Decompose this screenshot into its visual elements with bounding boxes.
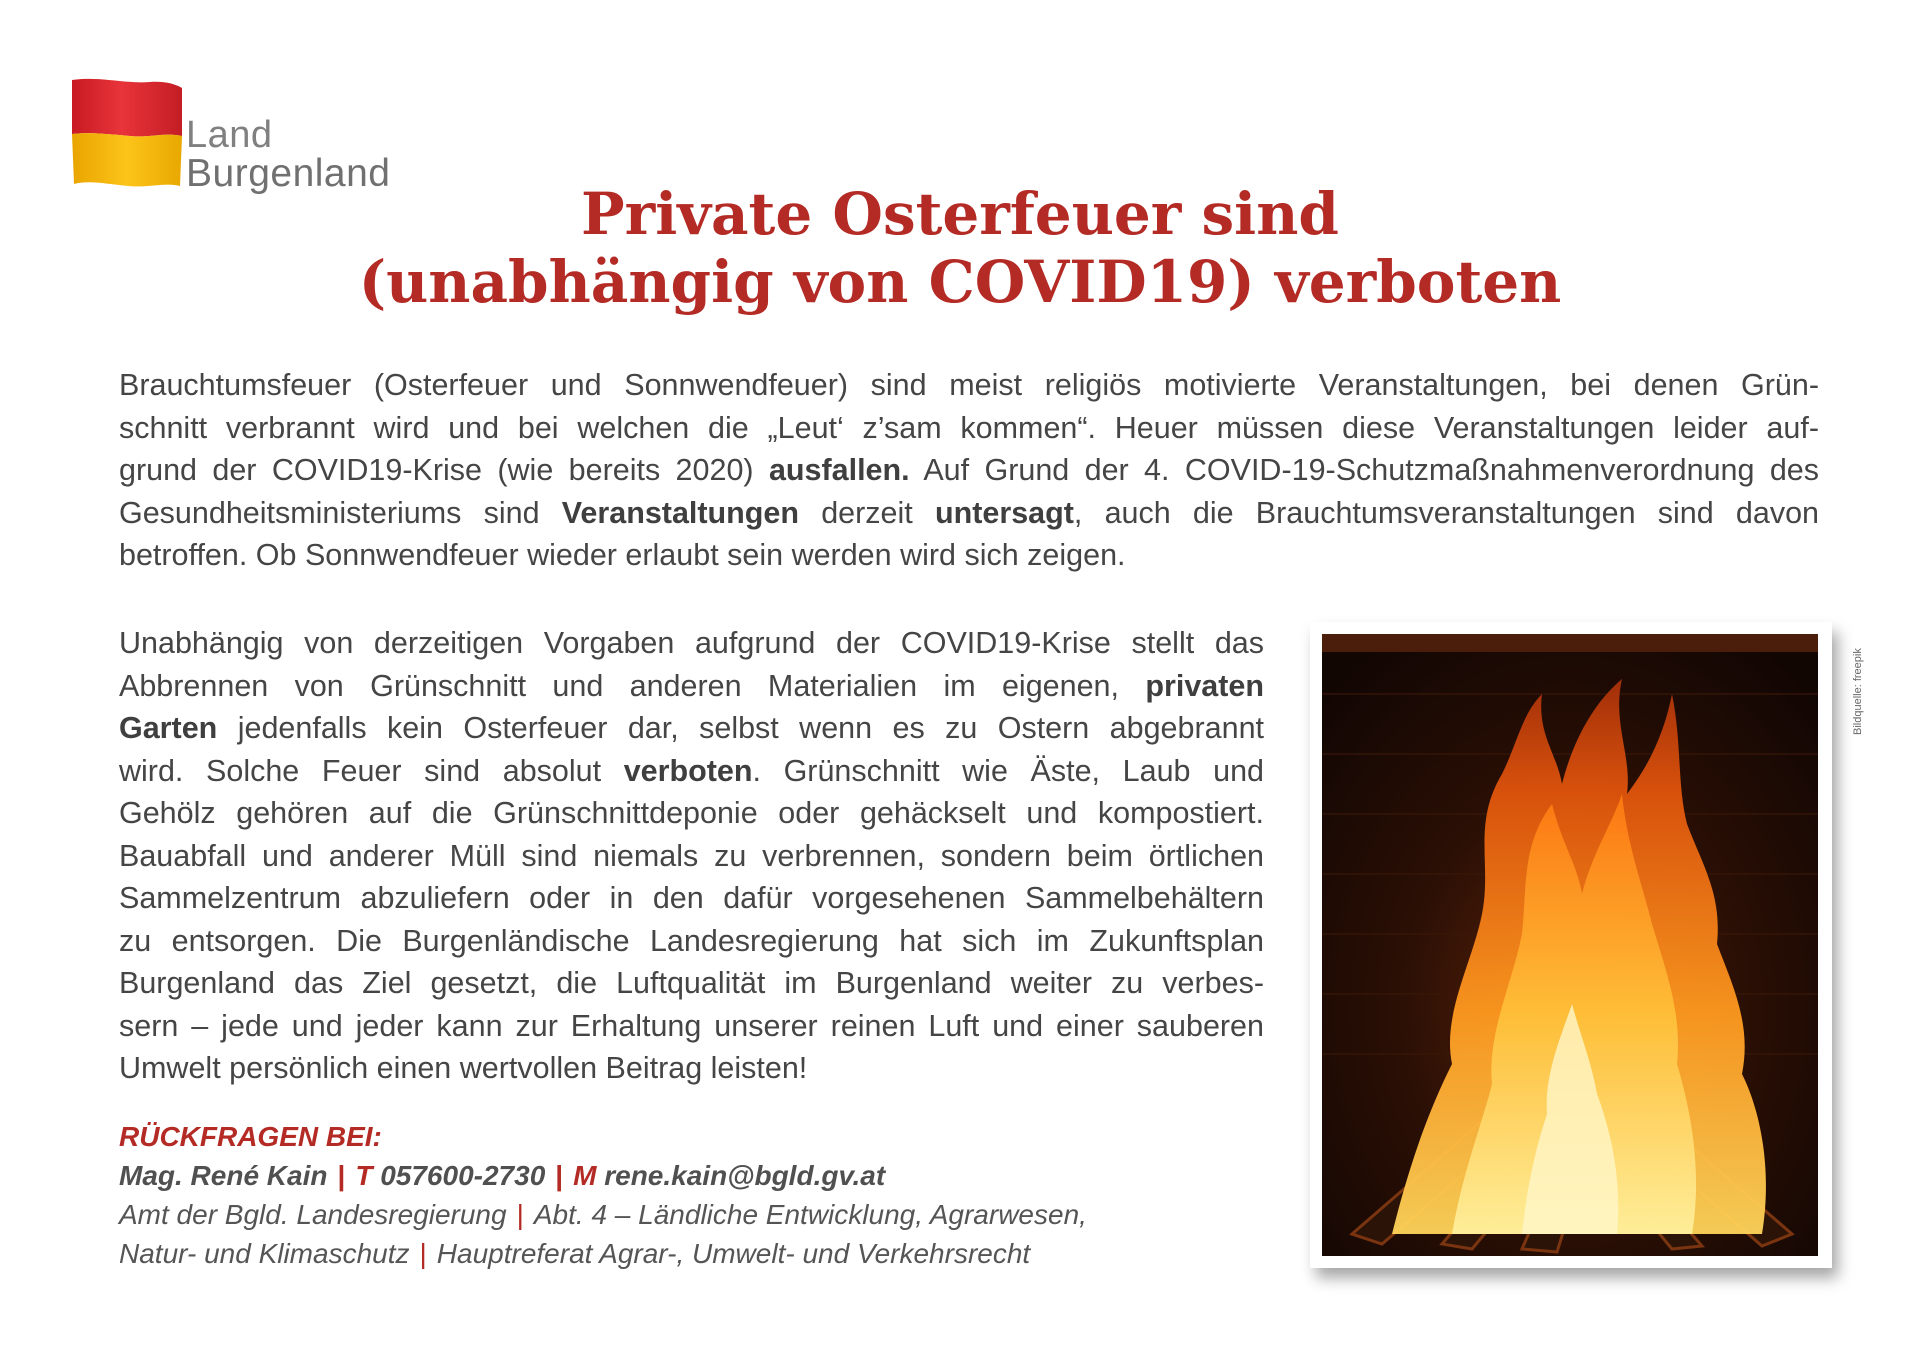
contact-block — [119, 1117, 1087, 1273]
text-span: . Grünschnitt wie Äste, Laub und — [752, 753, 1264, 788]
intro-line — [119, 449, 1819, 492]
text-span: grund der COVID19-Krise (wie bereits 2020) — [119, 453, 769, 487]
text-span: derzeit — [799, 495, 935, 530]
main-line — [119, 707, 1264, 750]
page-title — [0, 180, 1920, 316]
separator: | — [555, 1160, 564, 1191]
contact-org-line-2 — [119, 1234, 1087, 1273]
main-line: Bauabfall und anderer Müll sind niemals zu verbrennen, sondern beim örtlichen — [119, 838, 1264, 873]
org-department: Abt. 4 – Ländliche Entwicklung, Agrarwesen, — [533, 1199, 1087, 1230]
title-line-1: Private Osterfeuer sind — [581, 180, 1339, 248]
bold-privaten: privaten — [1145, 668, 1264, 703]
bonfire-image — [1322, 634, 1818, 1256]
contact-heading: RÜCKFRAGEN BEI: — [119, 1121, 382, 1152]
main-line — [119, 665, 1264, 708]
main-line: Sammelzentrum abzuliefern oder in den dafür vorgesehenen Sammelbehältern — [119, 881, 1264, 915]
org-unit: Hauptreferat Agrar-, Umwelt- und Verkehrsrecht — [436, 1238, 1031, 1269]
mail-label: M — [573, 1160, 597, 1191]
main-line: Burgenland das Ziel gesetzt, die Luftqualität im Burgenland weiter zu verbes- — [119, 966, 1264, 1000]
intro-line: schnitt verbrannt wird und bei welchen die „Leut‘ z’sam kommen“. Heuer müssen diese Veranstaltungen leider auf- — [119, 410, 1819, 445]
title-line-2: (unabhängig von COVID19) verboten — [358, 248, 1562, 316]
org-name: Amt der Bgld. Landesregierung — [119, 1199, 507, 1230]
separator: | — [419, 1238, 427, 1269]
bold-ausfallen: ausfallen. — [768, 453, 910, 487]
main-line: zu entsorgen. Die Burgenländische Landesregierung hat sich im Zukunftsplan — [119, 923, 1264, 958]
contact-email[interactable]: rene.kain@bgld.gv.at — [604, 1160, 886, 1191]
bold-verboten: verboten — [623, 753, 753, 788]
org-division: Natur- und Klimaschutz — [119, 1238, 410, 1269]
main-line: Gehölz gehören auf die Grünschnittdeponie oder gehäckselt und kompostiert. — [119, 796, 1264, 830]
contact-person-line — [119, 1156, 1087, 1195]
text-span: Auf Grund der 4. COVID-19-Schutzmaßnahmenverordnung des — [909, 453, 1819, 487]
separator: | — [516, 1199, 524, 1230]
image-credit: Bildquelle: freepik — [1852, 648, 1864, 735]
main-paragraph — [119, 622, 1264, 1090]
separator: | — [337, 1160, 346, 1191]
main-line — [119, 750, 1264, 793]
text-span: wird. Solche Feuer sind absolut — [119, 753, 624, 788]
contact-name: Mag. René Kain — [119, 1160, 328, 1191]
text-span: Abbrennen von Grünschnitt und anderen Materialien im eigenen, — [119, 668, 1146, 703]
main-line: sern – jede und jeder kann zur Erhaltung unserer reinen Luft und einer sauberen — [119, 1008, 1264, 1043]
main-line: Unabhängig von derzeitigen Vorgaben aufgrund der COVID19-Krise stellt das — [119, 626, 1264, 660]
bold-untersagt: untersagt — [934, 495, 1074, 530]
logo-land-text: Land — [186, 114, 273, 156]
intro-paragraph — [119, 364, 1819, 577]
bold-veranstaltungen: Veranstaltungen — [561, 495, 800, 530]
intro-line: betroffen. Ob Sonnwendfeuer wieder erlaubt sein werden wird sich zeigen. — [119, 538, 1126, 572]
text-span: , auch die Brauchtumsveranstaltungen sind davon — [1073, 495, 1819, 530]
burgenland-flag-icon — [70, 76, 185, 194]
main-line: Umwelt persönlich einen wertvollen Beitrag leisten! — [119, 1051, 808, 1085]
fire-photo-frame — [1310, 622, 1832, 1268]
bold-garten: Garten — [119, 711, 218, 745]
contact-org-line-1 — [119, 1195, 1087, 1234]
phone-label: T — [355, 1160, 373, 1191]
intro-line: Brauchtumsfeuer (Osterfeuer und Sonnwendfeuer) sind meist religiös motivierte Veranstaltungen, bei denen Grün- — [119, 368, 1819, 402]
intro-line — [119, 492, 1819, 535]
text-span: Gesundheitsministeriums sind — [119, 495, 562, 530]
text-span: jedenfalls kein Osterfeuer dar, selbst wenn es zu Ostern abgebrannt — [217, 711, 1264, 745]
logo-burgenland-text: Burgenland — [186, 152, 391, 195]
contact-phone[interactable]: 057600-2730 — [380, 1160, 546, 1191]
